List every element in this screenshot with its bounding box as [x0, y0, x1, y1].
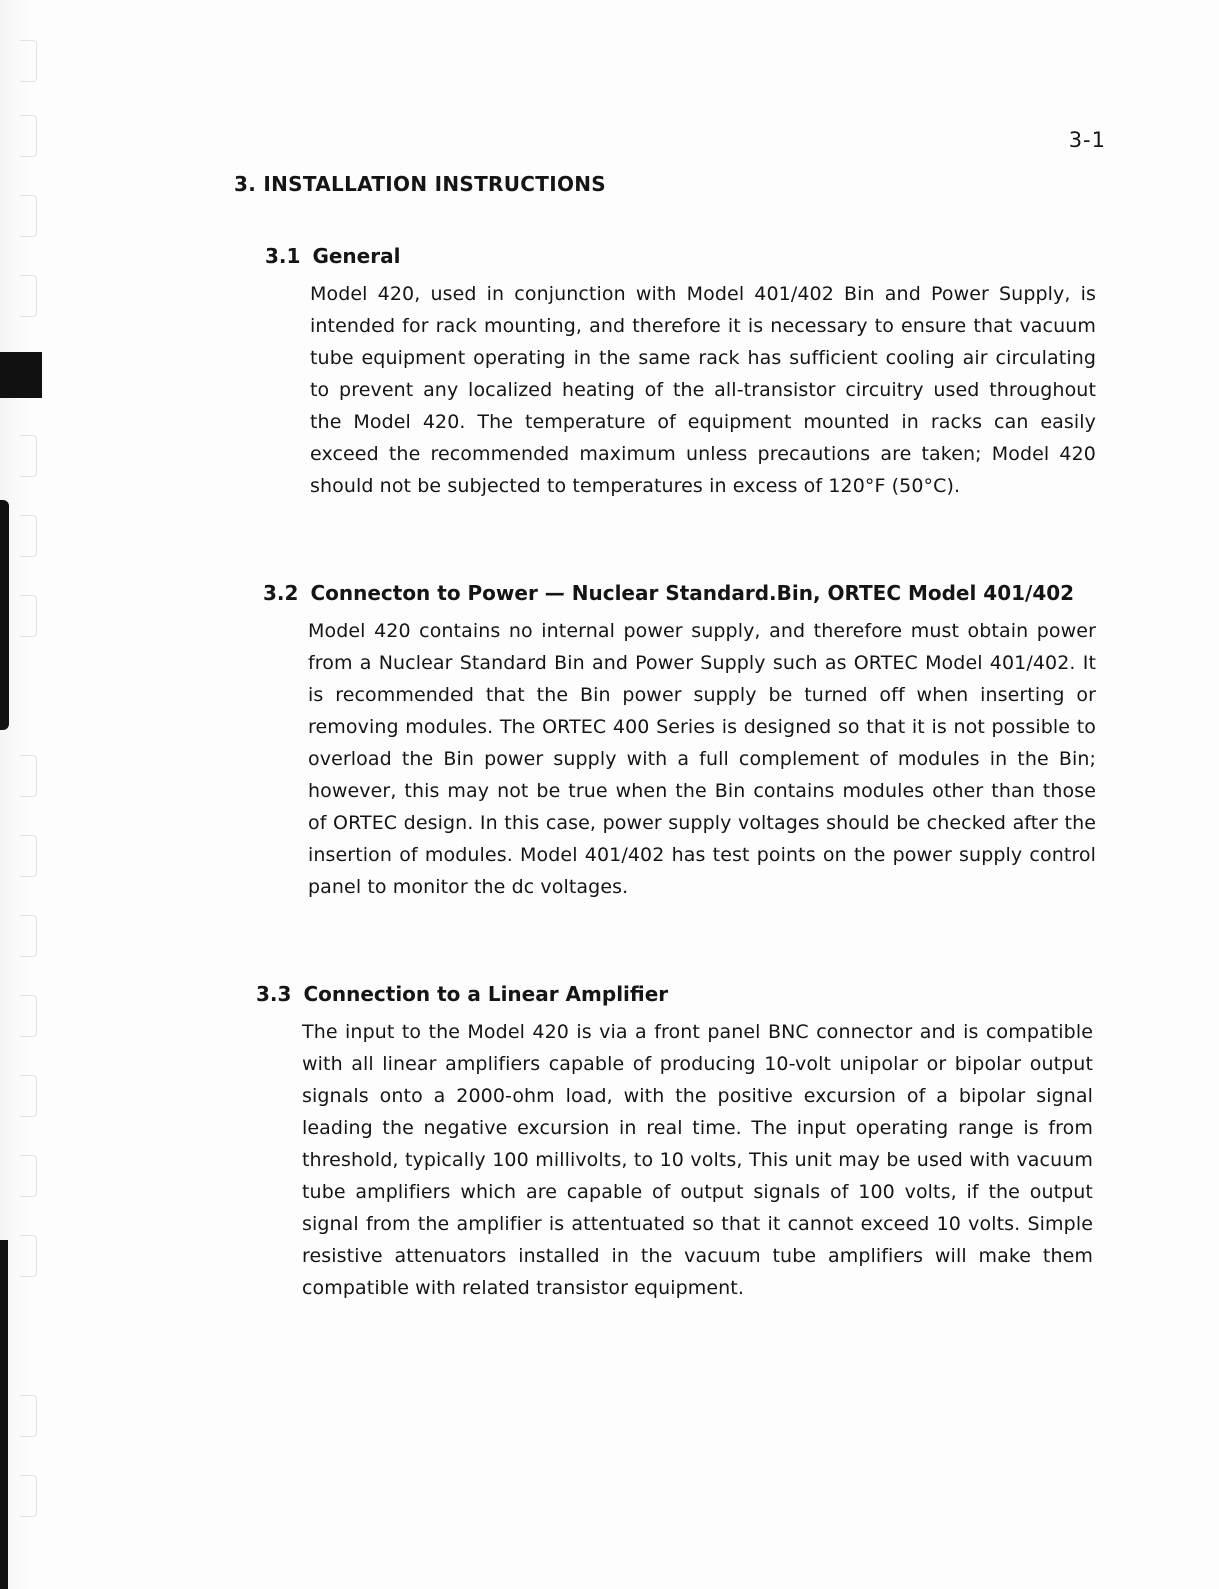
section-body-power: Model 420 contains no internal power supply, and therefore must obtain power from a Nuclear Standard Bin and Power Supply such as ORTEC Model 401/402. It is recommended that the Bin power supply be turned off when inserting or removing modules. The ORTEC 400 Series is designed so that it is not possible to overload the Bin power supply with a full complement of modules in the Bin; however, this may not be true when the Bin contains modules other than those of ORTEC design. In this case, power supply voltages should be checked after the insertion of modules. Model 401/402 has test points on the power supply control panel to monitor the dc voltages.	[308, 620, 1096, 898]
section-title: Connecton to Power — Nuclear Standard.Bin, ORTEC Model 401/402	[310, 581, 1075, 605]
section-heading-amplifier	[256, 982, 668, 1006]
punch-hole	[20, 1475, 37, 1517]
punch-hole	[20, 1155, 37, 1197]
binding-shadow	[0, 352, 42, 398]
punch-hole	[20, 915, 37, 957]
section-heading-power	[263, 581, 1074, 605]
section-title: General	[312, 244, 401, 268]
section-title: Connection to a Linear Amplifier	[303, 982, 669, 1006]
section-body-general: Model 420, used in conjunction with Model 401/402 Bin and Power Supply, is intended for rack mounting, and therefore it is necessary to ensure that vacuum tube equipment operating in the same rack has sufficient cooling air circulating to prevent any localized heating of the all-transistor circuitry used throughout the Model 420. The temperature of equipment mounted in racks can easily exceed the recommended maximum unless precautions are taken; Model 420 should not be subjected to temperatures in excess of 120°F (50°C).	[310, 283, 1096, 497]
punch-hole	[20, 835, 37, 877]
punch-hole	[20, 1395, 37, 1437]
section-heading-general	[265, 244, 400, 268]
binding-shadow	[0, 500, 9, 730]
punch-hole	[20, 995, 37, 1037]
punch-hole	[20, 275, 37, 317]
section-body-amplifier: The input to the Model 420 is via a front panel BNC connector and is compatible with all linear amplifiers capable of producing 10-volt unipolar or bipolar output signals onto a 2000-ohm load, with the positive excursion of a bipolar signal leading the negative excursion in real time. The input operating range is from threshold, typically 100 millivolts, to 10 volts, This unit may be used with vacuum tube amplifiers which are capable of output signals of 100 volts, if the output signal from the amplifier is attentuated so that it cannot exceed 10 volts. Simple resistive attenuators installed in the vacuum tube amplifiers will make them compatible with related transistor equipment.	[302, 1021, 1093, 1299]
punch-hole	[20, 1075, 37, 1117]
chapter-heading: 3. INSTALLATION INSTRUCTIONS	[234, 172, 607, 196]
section-number: 3.2	[263, 581, 299, 605]
binding-shadow	[0, 1240, 8, 1589]
punch-hole	[20, 1235, 37, 1277]
punch-hole	[20, 755, 37, 797]
section-number: 3.1	[265, 244, 301, 268]
punch-hole	[20, 195, 37, 237]
punch-hole	[20, 40, 37, 82]
punch-hole	[20, 435, 37, 477]
page-number: 3-1	[1068, 128, 1106, 152]
section-number: 3.3	[256, 982, 292, 1006]
punch-hole	[20, 595, 37, 637]
punch-hole	[20, 515, 37, 557]
punch-hole	[20, 115, 37, 157]
